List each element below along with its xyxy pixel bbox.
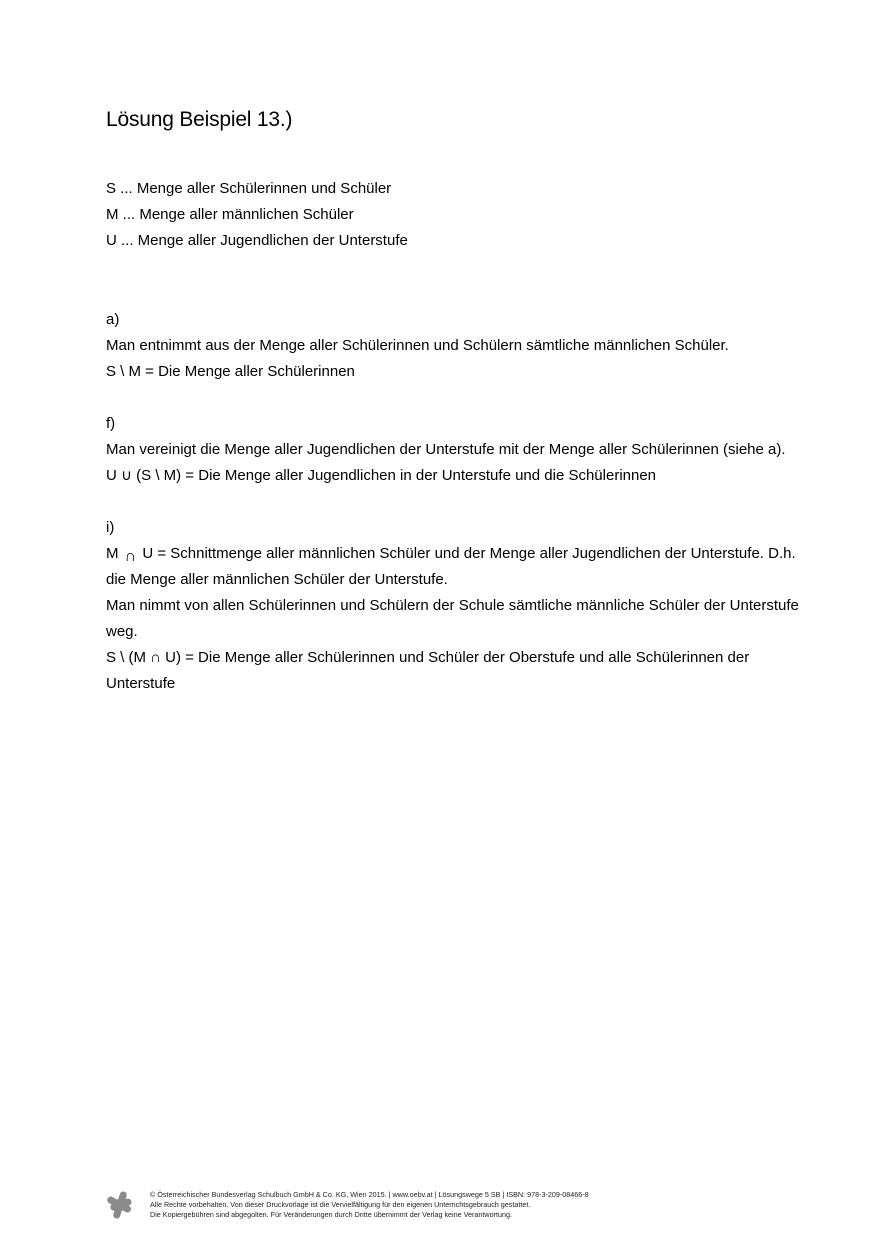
part-f-result: U ∪ (S \ M) = Die Menge aller Jugendlichen in der Unterstufe und die Schülerinnen — [106, 467, 657, 484]
definition-s: S ... Menge aller Schülerinnen und Schüler — [106, 180, 392, 197]
definition-u: U ... Menge aller Jugendlichen der Unterstufe — [106, 232, 408, 249]
footer-copyright — [150, 1190, 589, 1220]
page-footer — [104, 1188, 784, 1228]
part-i-result: S \ (M ∩ U) = Die Menge aller Schülerinnen und Schüler der Oberstufe und alle Schülerinnen der — [106, 649, 750, 666]
part-i-explanation: Man nimmt von allen Schülerinnen und Schülern der Schule sämtliche männliche Schüler der Unterstufe — [106, 597, 799, 614]
part-i-set-m: M — [106, 545, 119, 562]
part-i-result-cont: Unterstufe — [106, 675, 176, 692]
part-i-intersection-line — [106, 544, 796, 564]
part-a-label: a) — [106, 311, 120, 328]
part-i-definition: U = Schnittmenge aller männlichen Schüler und der Menge aller Jugendlichen der Unterstufe. D.h. — [142, 545, 796, 562]
page-title: Lösung Beispiel 13.) — [106, 108, 293, 131]
publisher-logo-icon — [104, 1189, 136, 1221]
footer-line-2: Alle Rechte vorbehalten. Von dieser Druckvorlage ist die Vervielfältigung für den eigenen Unterrichtsgebrauch gestattet. — [150, 1200, 531, 1209]
part-a-result: S \ M = Die Menge aller Schülerinnen — [106, 363, 355, 380]
part-a-explanation: Man entnimmt aus der Menge aller Schülerinnen und Schülern sämtliche männlichen Schüler. — [106, 337, 729, 354]
intersection-symbol: ∩ — [124, 548, 137, 565]
footer-line-3: Die Kopiergebühren sind abgegolten. Für Veränderungen durch Dritte übernimmt der Verlag keine Verantwortung. — [150, 1210, 512, 1219]
footer-line-1: © Österreichischer Bundesverlag Schulbuch GmbH & Co. KG, Wien 2015. | www.oebv.at | Lösungswege 5 SB | ISBN: 978-3-209-08466-8 — [150, 1190, 589, 1199]
part-i-explanation-cont: weg. — [106, 623, 138, 640]
part-i-definition-cont: die Menge aller männlichen Schüler der Unterstufe. — [106, 571, 448, 588]
part-f-explanation: Man vereinigt die Menge aller Jugendlichen der Unterstufe mit der Menge aller Schülerinnen (siehe a). — [106, 441, 786, 458]
definition-m: M ... Menge aller männlichen Schüler — [106, 206, 354, 223]
part-f-label: f) — [106, 415, 116, 432]
part-i-label: i) — [106, 519, 115, 536]
